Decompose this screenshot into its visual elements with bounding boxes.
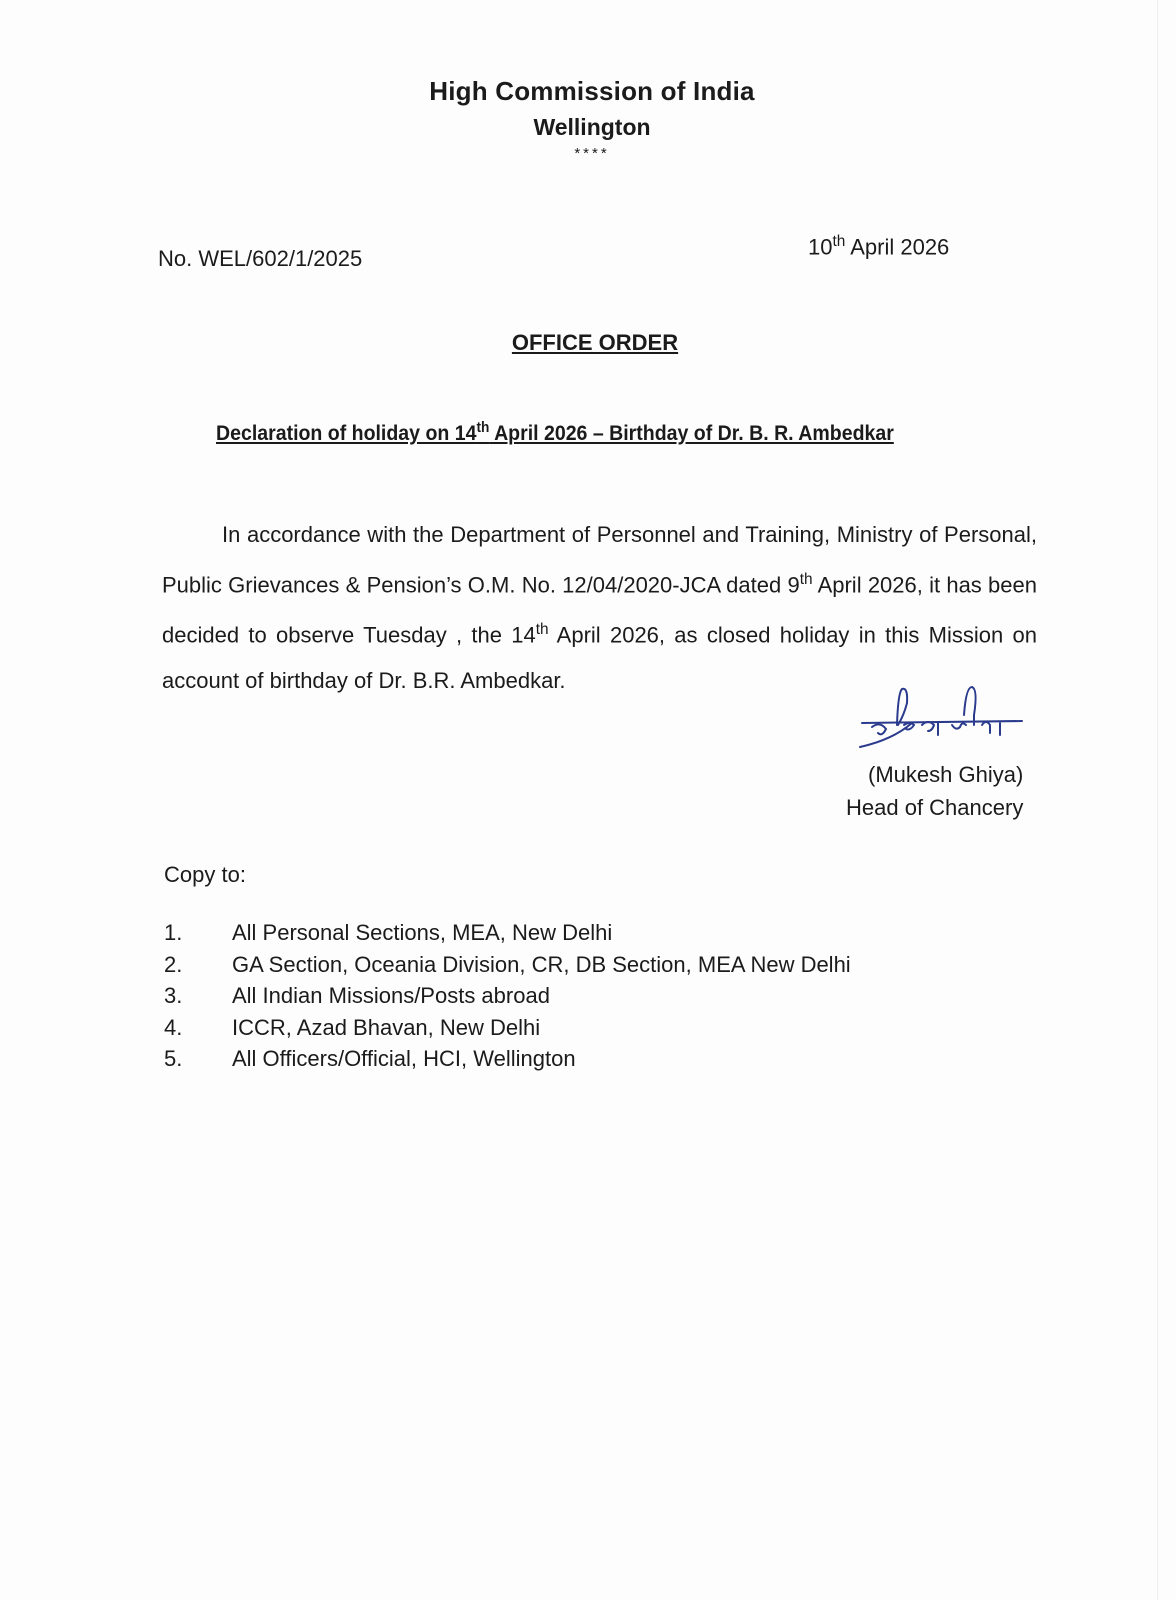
item-number: 5. — [164, 1046, 183, 1071]
organization-city: Wellington — [533, 114, 651, 140]
reference-number: No. WEL/602/1/2025 — [158, 246, 363, 271]
list-item — [164, 920, 851, 952]
item-text: ICCR, Azad Bhavan, New Delhi — [232, 1014, 541, 1040]
header-separator: **** — [574, 145, 610, 162]
signatory-name: (Mukesh Ghiya) — [868, 762, 1024, 787]
subject-suffix: th — [476, 420, 490, 436]
signatory-designation: Head of Chancery — [846, 795, 1024, 820]
body-sup-2: th — [535, 621, 549, 639]
order-date — [808, 233, 949, 260]
body-part-3: April 2026, as closed holiday in this Mission on account of birthday of Dr. B.R. Ambedkar. — [162, 622, 1037, 693]
date-month-year: April 2026 — [845, 234, 950, 260]
subject-post: April 2026 – Birthday of Dr. B. R. Ambedkar — [489, 422, 894, 445]
body-part-2: April 2026, it has been decided to observe Tuesday , the 14 — [162, 572, 1037, 648]
order-title: OFFICE ORDER — [511, 330, 679, 355]
list-item — [164, 952, 851, 984]
list-item — [164, 1015, 851, 1047]
page-edge — [1157, 0, 1158, 1600]
date-day: 10 — [808, 234, 833, 260]
copy-to-list — [164, 920, 851, 1078]
body-paragraph — [162, 512, 1037, 703]
item-number: 3. — [164, 983, 183, 1008]
item-number: 1. — [164, 920, 183, 945]
item-text: GA Section, Oceania Division, CR, DB Section, MEA New Delhi — [232, 951, 851, 977]
list-item — [164, 983, 851, 1015]
list-item — [164, 1046, 851, 1078]
item-number: 2. — [164, 951, 183, 977]
signature-icon — [852, 685, 1032, 755]
item-number: 4. — [164, 1014, 183, 1040]
copy-to-label: Copy to: — [164, 862, 246, 887]
date-suffix: th — [832, 233, 846, 250]
item-text: All Indian Missions/Posts abroad — [232, 983, 550, 1008]
item-text: All Personal Sections, MEA, New Delhi — [232, 920, 613, 945]
subject-line — [216, 420, 894, 446]
organization-title: High Commission of India — [429, 76, 755, 106]
body-sup-1: th — [799, 571, 813, 588]
body-part-1: In accordance with the Department of Personnel and Training, Ministry of Personal, Public Grievances & Pension’s O.M. No. 12/04/2020-JCA dated 9 — [162, 522, 1037, 598]
item-text: All Officers/Official, HCI, Wellington — [232, 1046, 576, 1071]
subject-pre: Declaration of holiday on 14 — [216, 422, 477, 445]
